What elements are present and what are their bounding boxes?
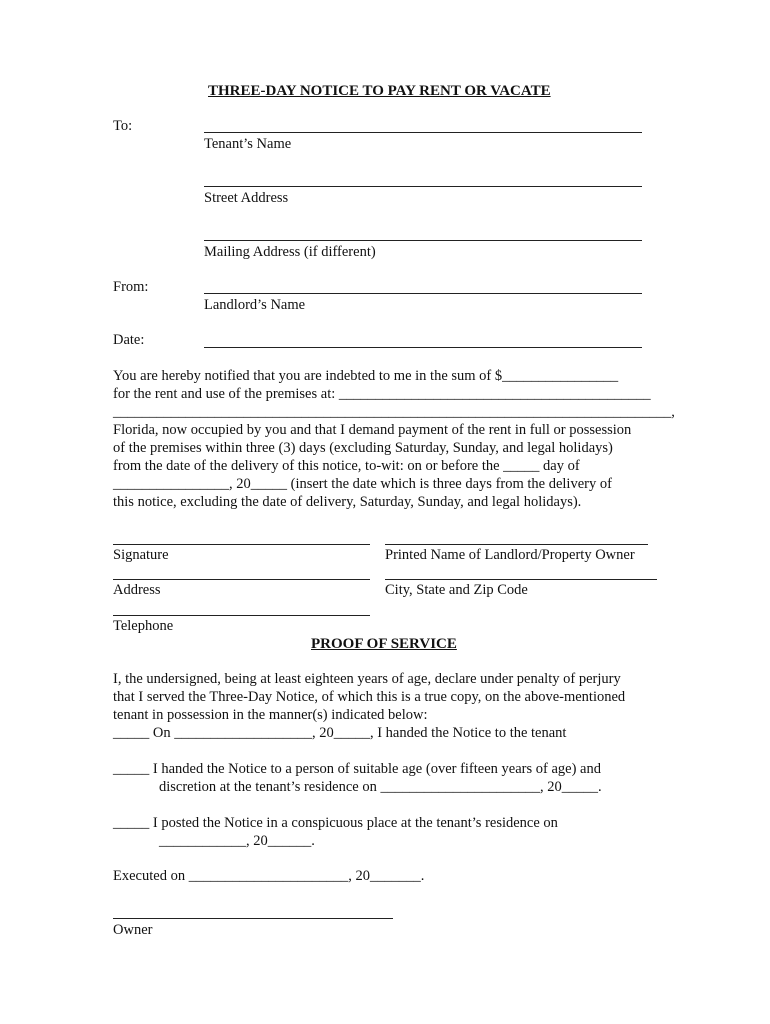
service-option-posted-cont: ____________, 20______. xyxy=(159,833,315,849)
body-line: Florida, now occupied by you and that I demand payment of the rent in full or possession xyxy=(113,422,632,438)
signature-label: Signature xyxy=(113,547,169,563)
date-label: Date: xyxy=(113,332,145,348)
tenant-name-field[interactable] xyxy=(204,132,642,133)
body-line: _____________________________________________________________________________, xyxy=(113,404,675,420)
service-option-suitable-person-cont: discretion at the tenant’s residence on ______________________, 20_____. xyxy=(159,779,602,795)
address-field[interactable] xyxy=(113,579,370,580)
body-line: You are hereby notified that you are indebted to me in the sum of $________________ xyxy=(113,368,619,384)
proof-intro-line: I, the undersigned, being at least eighteen years of age, declare under penalty of perjury xyxy=(113,671,621,687)
executed-on-line[interactable]: Executed on ______________________, 20_______. xyxy=(113,868,425,884)
city-state-zip-field[interactable] xyxy=(385,579,657,580)
telephone-label: Telephone xyxy=(113,618,174,634)
city-state-zip-label: City, State and Zip Code xyxy=(385,582,528,598)
mailing-address-field[interactable] xyxy=(204,240,642,241)
body-line: ________________, 20_____ (insert the date which is three days from the delivery of xyxy=(113,476,612,492)
page-title: THREE-DAY NOTICE TO PAY RENT OR VACATE xyxy=(208,83,551,99)
service-option-suitable-person[interactable]: _____ I handed the Notice to a person of suitable age (over fifteen years of age) and xyxy=(113,761,601,777)
body-line: this notice, excluding the date of delivery, Saturday, Sunday, and legal holidays). xyxy=(113,494,582,510)
from-label: From: xyxy=(113,279,149,295)
landlord-name-label: Landlord’s Name xyxy=(204,297,306,313)
signature-field[interactable] xyxy=(113,544,370,545)
landlord-name-field[interactable] xyxy=(204,293,642,294)
street-address-field[interactable] xyxy=(204,186,642,187)
printed-name-label: Printed Name of Landlord/Property Owner xyxy=(385,547,635,563)
service-option-posted[interactable]: _____ I posted the Notice in a conspicuous place at the tenant’s residence on xyxy=(113,815,558,831)
body-line: for the rent and use of the premises at: ___________________________________________ xyxy=(113,386,651,402)
body-line: of the premises within three (3) days (excluding Saturday, Sunday, and legal holidays) xyxy=(113,440,613,456)
to-label: To: xyxy=(113,118,133,134)
proof-intro-line: tenant in possession in the manner(s) indicated below: xyxy=(113,707,428,723)
telephone-field[interactable] xyxy=(113,615,370,616)
body-line: from the date of the delivery of this notice, to-wit: on or before the _____ day of xyxy=(113,458,580,474)
proof-title: PROOF OF SERVICE xyxy=(311,636,457,652)
service-option-handed-tenant[interactable]: _____ On ___________________, 20_____, I handed the Notice to the tenant xyxy=(113,725,567,741)
printed-name-field[interactable] xyxy=(385,544,648,545)
date-field[interactable] xyxy=(204,347,642,348)
street-address-label: Street Address xyxy=(204,190,289,206)
proof-intro-line: that I served the Three-Day Notice, of which this is a true copy, on the above-mentioned xyxy=(113,689,626,705)
owner-signature-field[interactable] xyxy=(113,918,393,919)
tenant-name-label: Tenant’s Name xyxy=(204,136,292,152)
address-label: Address xyxy=(113,582,161,598)
owner-label: Owner xyxy=(113,922,153,938)
mailing-address-label: Mailing Address (if different) xyxy=(204,244,376,260)
